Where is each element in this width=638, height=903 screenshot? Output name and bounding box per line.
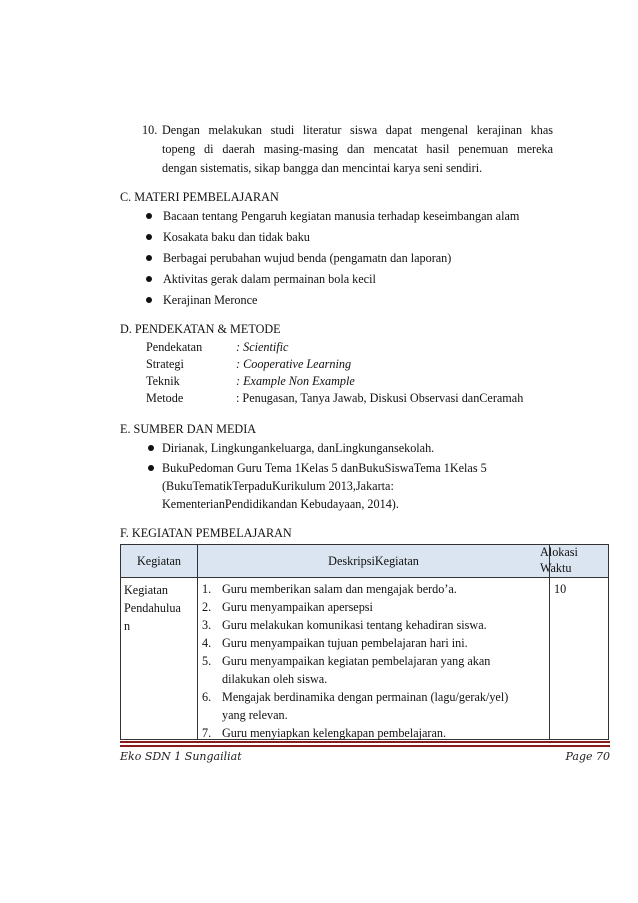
cell-kegiatan <box>121 578 198 740</box>
kegiatan-name: Kegiatan <box>124 583 168 597</box>
header-kegiatan-label: Kegiatan <box>137 553 181 568</box>
bullet-icon <box>146 255 152 261</box>
objective-text-line: dengan sistematis, sikap bangga dan mencintai karya seni sendiri. <box>162 161 483 175</box>
cell-deskripsi <box>198 578 550 740</box>
header-alokasi <box>540 545 609 578</box>
step-text: Guru memberikan salam dan mengajak berdo’a. <box>222 582 457 596</box>
step-number: 5. <box>202 654 212 668</box>
kegiatan-table <box>120 544 609 740</box>
step-number: 3. <box>202 618 212 632</box>
section-f-heading: F. KEGIATAN PEMBELAJARAN <box>120 526 292 540</box>
bullet-icon <box>148 465 154 471</box>
header-waktu-label: Waktu <box>540 561 572 575</box>
section-d-heading: D. PENDEKATAN & METODE <box>120 322 281 336</box>
bullet-icon <box>148 445 154 451</box>
materi-item: Kerajinan Meronce <box>163 293 258 307</box>
step-text: Guru menyampaikan kegiatan pembelajaran yang akan <box>222 654 491 668</box>
section-c-heading: C. MATERI PEMBELAJARAN <box>120 190 279 204</box>
step-text: Guru menyiapkan kelengkapan pembelajaran. <box>222 726 447 740</box>
pendekatan-value: : Scientific <box>236 340 289 354</box>
step-number: 1. <box>202 582 212 596</box>
pendekatan-label: Pendekatan <box>146 340 203 354</box>
strategi-label: Strategi <box>146 357 184 371</box>
materi-item: Berbagai perubahan wujud benda (pengamatn dan laporan) <box>163 251 452 265</box>
kegiatan-name: n <box>124 619 131 633</box>
bullet-icon <box>146 297 152 303</box>
step-number: 4. <box>202 636 212 650</box>
header-alokasi-label: Alokasi <box>540 545 578 559</box>
step-text-continuation: yang relevan. <box>222 708 288 722</box>
step-text: Mengajak berdinamika dengan permainan (lagu/gerak/yel) <box>222 690 509 704</box>
header-deskripsi-label: DeskripsiKegiatan <box>328 553 419 568</box>
header-kegiatan <box>121 545 198 578</box>
objective-text-line: topeng di daerah masing-masing dan mencatat hasil penemuan mereka <box>162 142 553 156</box>
objective-text-line: Dengan melakukan studi literatur siswa dapat mengenal kerajinan khas <box>162 123 553 137</box>
objective-number: 10. <box>142 123 158 137</box>
materi-item: Kosakata baku dan tidak baku <box>163 230 310 244</box>
kegiatan-name: Pendahulua <box>124 601 181 615</box>
bullet-icon <box>146 276 152 282</box>
sumber-item-continuation: (BukuTematikTerpaduKurikulum 2013,Jakarta: <box>162 479 394 493</box>
step-text: Guru melakukan komunikasi tentang kehadiran siswa. <box>222 618 487 632</box>
step-text: Guru menyampaikan tujuan pembelajaran hari ini. <box>222 636 468 650</box>
bullet-icon <box>146 213 152 219</box>
table-header-row <box>121 545 609 578</box>
step-number: 6. <box>202 690 212 704</box>
cell-alokasi <box>550 578 609 740</box>
teknik-value: : Example Non Example <box>236 374 355 388</box>
metode-label: Metode <box>146 391 184 405</box>
footer-rule <box>120 745 610 747</box>
metode-value: : Penugasan, Tanya Jawab, Diskusi Observasi danCeramah <box>236 391 524 405</box>
section-e-heading: E. SUMBER DAN MEDIA <box>120 422 257 436</box>
footer-page-number: Page 70 <box>565 750 610 763</box>
teknik-label: Teknik <box>146 374 180 388</box>
sumber-item: BukuPedoman Guru Tema 1Kelas 5 danBukuSiswaTema 1Kelas 5 <box>162 461 487 475</box>
bullet-icon <box>146 234 152 240</box>
table-row <box>121 578 609 740</box>
footer-rule <box>120 741 610 743</box>
step-number: 2. <box>202 600 212 614</box>
alokasi-value: 10 <box>554 582 567 596</box>
footer-author: Eko SDN 1 Sungailiat <box>120 750 242 763</box>
step-number: 7. <box>202 726 212 740</box>
header-deskripsi <box>198 545 550 578</box>
strategi-value: : Cooperative Learning <box>236 357 352 371</box>
materi-item: Aktivitas gerak dalam permainan bola kecil <box>163 272 376 286</box>
step-text-continuation: dilakukan oleh siswa. <box>222 672 328 686</box>
materi-item: Bacaan tentang Pengaruh kegiatan manusia terhadap keseimbangan alam <box>163 209 520 223</box>
sumber-item: Dirianak, Lingkungankeluarga, danLingkungansekolah. <box>162 441 435 455</box>
step-text: Guru menyampaikan apersepsi <box>222 600 373 614</box>
sumber-item-continuation: KementerianPendidikandan Kebudayaan, 2014). <box>162 497 399 511</box>
